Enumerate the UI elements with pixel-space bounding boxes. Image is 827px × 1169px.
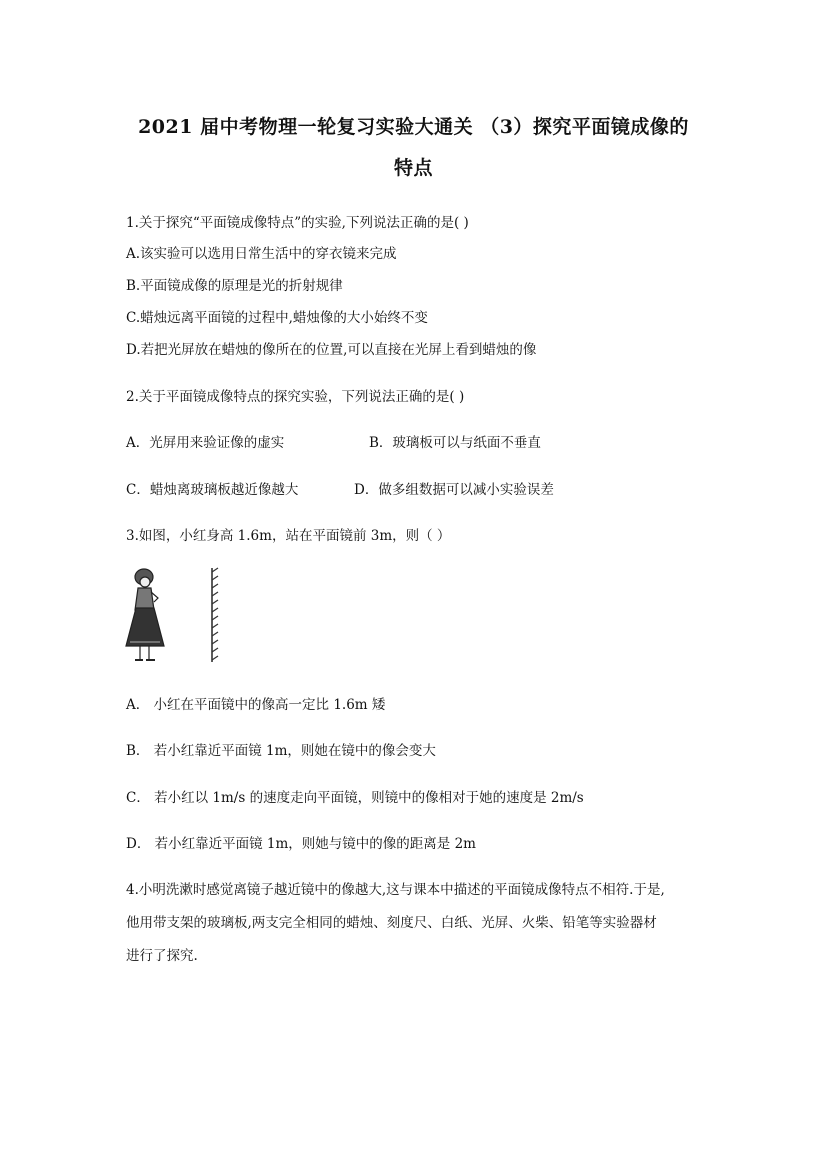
q2-stem: 2.关于平面镜成像特点的探究实验，下列说法正确的是( ) (126, 389, 465, 405)
q3-option-b: B． 若小红靠近平面镜 1m，则她在镜中的像会变大 (126, 743, 436, 759)
q1-option-a: A.该实验可以选用日常生活中的穿衣镜来完成 (126, 246, 397, 262)
q4-line-1: 4.小明洗漱时感觉离镜子越近镜中的像越大,这与课本中描述的平面镜成像特点不相符.于是, (126, 882, 665, 898)
q4-line-2: 他用带支架的玻璃板,两支完全相同的蜡烛、刻度尺、白纸、光屏、火柴、铅笔等实验器材 (126, 915, 657, 931)
girl-figure (126, 569, 164, 660)
q3-option-c: C． 若小红以 1m/s 的速度走向平面镜，则镜中的像相对于她的速度是 2m/s (126, 790, 584, 806)
q2-option-c: C．蜡烛离玻璃板越近像越大 (126, 482, 299, 498)
q3-stem: 3.如图，小红身高 1.6m，站在平面镜前 3m，则（ ） (126, 528, 451, 544)
q2-option-a: A．光屏用来验证像的虚实 (126, 435, 285, 451)
document-title-line-1: 2021 届中考物理一轮复习实验大通关 （3）探究平面镜成像的 (138, 116, 689, 138)
q4-line-3: 进行了探究. (126, 948, 198, 964)
girl-mirror-illustration (118, 562, 233, 672)
q2-option-b: B．玻璃板可以与纸面不垂直 (369, 435, 541, 451)
q1-option-d: D.若把光屏放在蜡烛的像所在的位置,可以直接在光屏上看到蜡烛的像 (126, 342, 537, 358)
q1-option-c: C.蜡烛远离平面镜的过程中,蜡烛像的大小始终不变 (126, 310, 428, 326)
q1-option-b: B.平面镜成像的原理是光的折射规律 (126, 278, 343, 294)
plane-mirror (212, 568, 218, 662)
girl-and-mirror-figure (118, 562, 233, 672)
q3-option-a: A． 小红在平面镜中的像高一定比 1.6m 矮 (126, 697, 386, 713)
q3-option-d: D． 若小红靠近平面镜 1m，则她与镜中的像的距离是 2m (126, 836, 476, 852)
q1-stem: 1.关于探究“平面镜成像特点”的实验,下列说法正确的是( ) (126, 215, 469, 231)
q2-option-d: D．做多组数据可以减小实验误差 (354, 482, 554, 498)
document-title-line-2: 特点 (393, 157, 433, 179)
